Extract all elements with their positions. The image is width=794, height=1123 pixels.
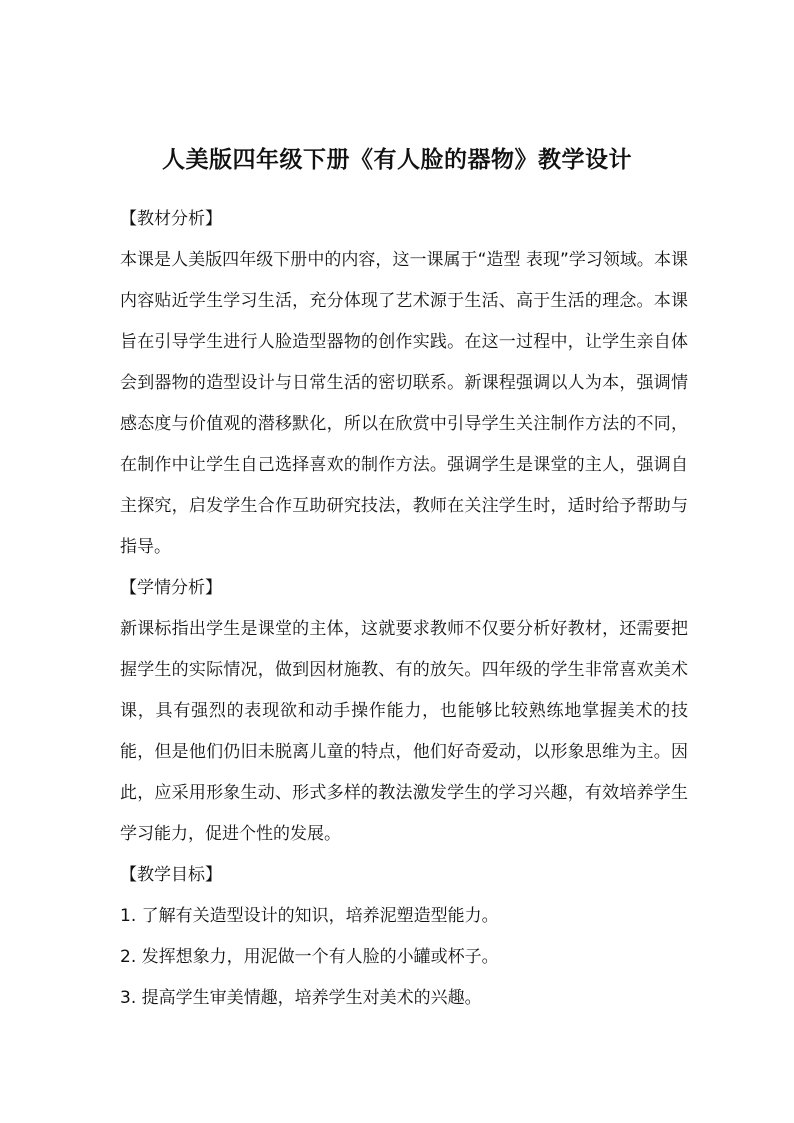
document-body bbox=[120, 199, 688, 1019]
section-heading-student-analysis: 【学情分析】 bbox=[120, 578, 222, 598]
objective-item-3: 3. 提高学生审美情趣，培养学生对美术的兴趣。 bbox=[120, 988, 482, 1008]
paragraph-student-analysis: 新课标指出学生是课堂的主体，这就要求教师不仅要分析好教材，还需要把握学生的实际情况，做到因材施教、有的放矢。四年级的学生非常喜欢美术课，具有强烈的表现欲和动手操作能力，也能够比较熟练地掌握美术的技能，但是他们仍旧未脱离儿童的特点，他们好奇爱动，以形象思维为主。因此，应采用形象生动、形式多样的教法激发学生的学习兴趣，有效培养学生学习能力，促进个性的发展。 bbox=[120, 619, 688, 844]
document-title: 人美版四年级下册《有人脸的器物》教学设计 bbox=[162, 147, 632, 173]
objective-item-2: 2. 发挥想象力，用泥做一个有人脸的小罐或杯子。 bbox=[120, 947, 499, 967]
objective-item-1: 1. 了解有关造型设计的知识，培养泥塑造型能力。 bbox=[120, 906, 499, 926]
paragraph-textbook-analysis: 本课是人美版四年级下册中的内容，这一课属于“造型 表现”学习领域。本课内容贴近学生学习生活，充分体现了艺术源于生活、高于生活的理念。本课旨在引导学生进行人脸造型器物的创作实践。在这一过程中，让学生亲自体会到器物的造型设计与日常生活的密切联系。新课程强调以人为本，强调情感态度与价值观的潜移默化，所以在欣赏中引导学生关注制作方法的不同，在制作中让学生自己选择喜欢的制作方法。强调学生是课堂的主人，强调自主探究，启发学生合作互助研究技法，教师在关注学生时，适时给予帮助与指导。 bbox=[120, 250, 688, 557]
section-heading-textbook-analysis: 【教材分析】 bbox=[120, 209, 222, 229]
section-heading-teaching-objectives: 【教学目标】 bbox=[120, 865, 222, 885]
